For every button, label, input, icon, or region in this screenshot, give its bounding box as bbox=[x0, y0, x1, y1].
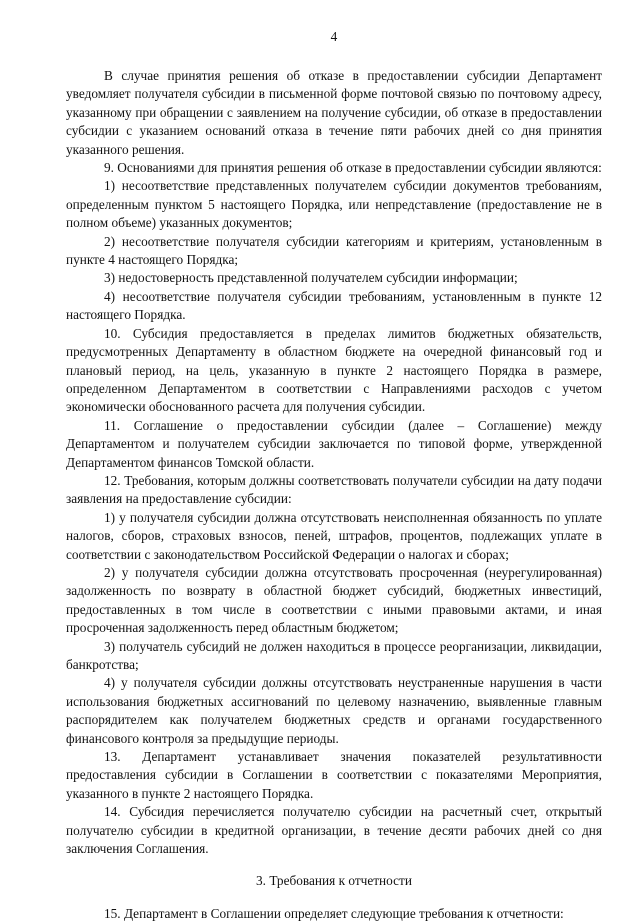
list-item-9-3: 3) недостоверность представленной получателем субсидии информации; bbox=[104, 270, 518, 286]
document-body bbox=[66, 67, 602, 923]
list-item-12-4: 4) у получателя субсидии должны отсутствовать неустраненные нарушения в части использования бюджетных ассигнований по целевому назначению, выявленные главным распорядителем как получателем бюджетных средств и органами государственного финансового контроля за предыдущие периоды. bbox=[66, 675, 602, 746]
page-number: 4 bbox=[330, 29, 338, 44]
paragraph-9-refusal-grounds: 9. Основаниями для принятия решения об отказе в предоставлении субсидии являются: bbox=[104, 160, 602, 176]
list-item-12-2: 2) у получателя субсидии должна отсутствовать просроченная (неурегулированная) задолженность по возврату в областной бюджет субсидий, бюджетных инвестиций, предоставленных в том числе в соответствии с иными правовыми актами, и иная просроченная задолженность перед областным бюджетом; bbox=[66, 564, 602, 636]
paragraph-11-agreement: 11. Соглашение о предоставлении субсидии (далее – Соглашение) между Департаментом и получателем субсидии заключается по типовой форме, утвержденной Департаментом финансов Томской области. bbox=[66, 417, 602, 470]
paragraph-10-subsidy-limits: 10. Субсидия предоставляется в пределах лимитов бюджетных обязательств, предусмотренных Департаменту в областном бюджете на очередной финансовый год и плановый период, на цель, указанную в пункте 2 настоящего Порядка в размере, определенном Департаментом в соответствии с Направлениями расходов с учетом экономически обоснованного расчета для получения субсидии. bbox=[66, 325, 602, 415]
list-item-9-4: 4) несоответствие получателя субсидии требованиям, установленным в пункте 12 настоящего Порядка. bbox=[66, 288, 602, 323]
list-item-9-2: 2) несоответствие получателя субсидии категориям и критериям, установленным в пункте 4 настоящего Порядка; bbox=[66, 233, 602, 268]
section-heading: 3. Требования к отчетности bbox=[256, 873, 412, 889]
list-item-12-3: 3) получатель субсидий не должен находиться в процессе реорганизации, ликвидации, банкротства; bbox=[66, 638, 602, 672]
paragraph-refusal-notice: В случае принятия решения об отказе в предоставлении субсидии Департамент уведомляет получателя субсидии в письменной форме почтовой связью по почтовому адресу, указанному при обращении с заявлением на получение субсидии, об отказе в предоставлении субсидии с указанием оснований отказа в течение пяти рабочих дней со дня принятия указанного решения. bbox=[66, 68, 602, 157]
paragraph-15-reporting: 15. Департамент в Соглашении определяет следующие требования к отчетности: bbox=[104, 905, 564, 921]
list-item-12-1: 1) у получателя субсидии должна отсутствовать неисполненная обязанность по уплате налогов, сборов, страховых взносов, пеней, штрафов, процентов, подлежащих уплате в соответствии с законодательством Российской Федерации о налогах и сборах; bbox=[66, 509, 602, 562]
paragraph-12-requirements: 12. Требования, которым должны соответствовать получатели субсидии на дату подачи заявления на предоставление субсидии: bbox=[66, 472, 602, 507]
list-item-9-1: 1) несоответствие представленных получателем субсидии документов требованиям, определенным пунктом 5 настоящего Порядка, или непредставление (предоставление не в полном объеме) указанных документов; bbox=[66, 178, 602, 231]
paragraph-13-indicators: 13. Департамент устанавливает значения показателей результативности предоставления субсидии в Соглашении в соответствии с показателями Мероприятия, указанного в пункте 2 настоящего Порядка. bbox=[66, 749, 602, 801]
paragraph-14-transfer: 14. Субсидия перечисляется получателю субсидии на расчетный счет, открытый получателю субсидии в кредитной организации, в течение десяти рабочих дней со дня заключения Соглашения. bbox=[66, 804, 602, 857]
document-page bbox=[66, 0, 602, 921]
